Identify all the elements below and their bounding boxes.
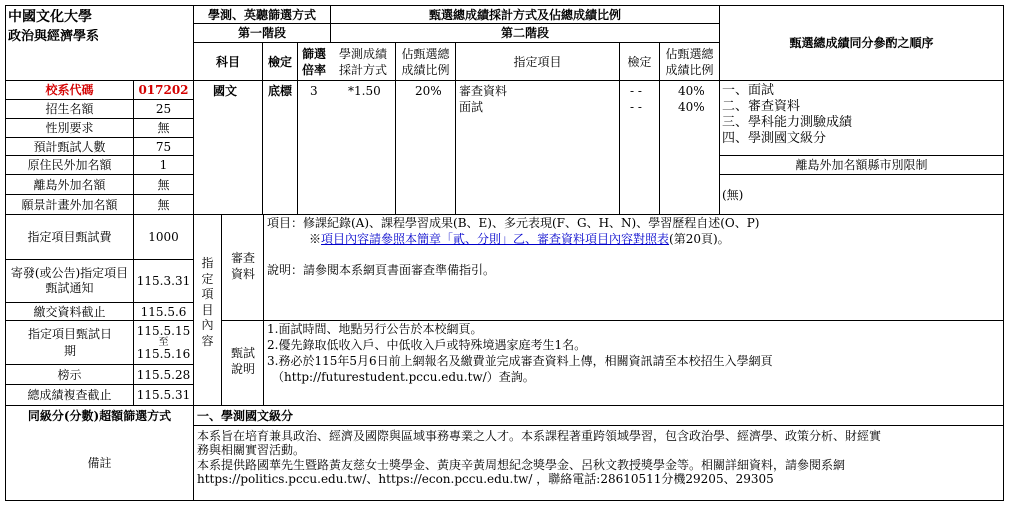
remarks-line: 本系旨在培育兼具政治、經濟及國際與區域事務專業之人才。本系課程著重跨領域學習，包含政治學、經濟學、政策分析、財經實 [197,429,882,443]
review-note: 說明：請參閱本系網頁書面審查準備指引。 [267,263,496,277]
dept-name: 政治與經濟學系 [8,29,100,44]
calc-method-header: 學測成績 採計方式 [338,46,387,77]
stage-method-header: 學測、英聽篩選方式 [207,7,316,22]
vision-value: 無 [157,197,170,212]
subject-ratio: 20% [415,84,442,98]
item-header: 指定項目 [513,54,562,69]
review-items: 項目：修課紀錄(A)、課程學習成果(B、E)、多元表現(F、G、H、N)、學習歷程自述(O、P) [267,216,760,230]
gender-label: 性別要求 [45,121,94,135]
indigenous-value: 1 [159,158,168,172]
remarks-line: https://politics.pccu.edu.tw/、https://econ.pccu.edu.tw/ ，聯絡電話:28610511分機29205、29305 [197,472,774,486]
indigenous-label: 原住民外加名額 [27,158,112,172]
content-label: 指定項目內容 [201,256,214,348]
quota-label: 招生名額 [45,102,94,116]
expected-label: 預計甄試人數 [33,139,106,154]
total-title-header: 甄選總成績採計方式及佔總成績比例 [428,7,621,22]
stage2-item: 面試 [459,100,484,114]
tie-order-item: 一、面試 [722,83,775,98]
stage2-ratio: 40% [678,84,705,98]
submit-deadline-value: 115.5.6 [140,304,187,319]
fee-label: 指定項目甄試費 [27,230,112,244]
tie-order-item: 二、審查資料 [722,99,801,114]
review-link-line [309,232,999,247]
stage2-check: - - [630,84,642,98]
check-header: 檢定 [267,54,292,69]
fee-value: 1000 [148,230,179,244]
exam-date-value: 115.5.15 至 115.5.16 [136,323,191,361]
exam-date-label: 指定項目甄試日期 [28,326,112,358]
review-link-suffix: (第20頁)。 [669,232,730,246]
tie-method-label: 同級分(分數)超額篩選方式 [27,408,172,423]
interview-line: （http://futurestudent.pccu.edu.tw/）查詢。 [272,370,535,384]
stage2-header: 第二階段 [500,26,549,40]
subject-calc: *1.50 [348,84,381,98]
subject-check: 底標 [268,84,293,98]
subject-value: 國文 [213,84,238,98]
stage1-header: 第一階段 [237,26,286,40]
dept-code-label: 校系代碼 [45,83,94,97]
interview-line: 1.面試時間、地點另行公告於本校網頁。 [267,322,483,336]
ratio2-header: 佔甄選總 成績比例 [665,46,714,77]
subject-multiple: 3 [310,84,318,98]
island-title: 離島外加名額縣市別限制 [795,158,928,172]
interview-label: 甄試說明 [230,346,255,376]
stage2-item: 審查資料 [459,84,508,98]
tie-order-item: 三、學科能力測驗成績 [722,115,853,130]
island-restriction: (無) [722,187,744,202]
review-label: 審查資料 [230,251,255,281]
expected-value: 75 [155,139,172,154]
stage2-check: - - [630,100,642,114]
quota-value: 25 [155,102,172,116]
result-value: 115.5.28 [136,367,191,382]
check2-header: 檢定 [627,54,652,69]
ratio-header: 佔甄選總 成績比例 [401,46,450,77]
remarks-line: 務與相關實習活動。 [197,443,306,457]
multiple-header: 篩選 倍率 [301,46,326,77]
submit-deadline-label: 繳交資料截止 [33,304,106,319]
remarks-line: 本系提供路國華先生暨路黃友慈女士獎學金、黃庚辛黃周想紀念獎學金、呂秋文教授獎學金等。相關詳細資料，請參閱系網 [197,458,846,472]
school-name: 中國文化大學 [8,9,92,25]
tie-order-item: 四、學測國文級分 [722,131,827,146]
interview-line: 3.務必於115年5月6日前上網報名及繳費並完成審查資料上傳，相關資訊請至本校招生入學網頁 [267,354,773,368]
review-deadline-value: 115.5.31 [136,388,191,402]
dept-code-value: 017202 [138,83,189,97]
notice-value: 115.3.31 [136,274,191,288]
stage2-ratio: 40% [678,100,705,114]
result-label: 榜示 [57,367,82,382]
island-label: 離島外加名額 [33,177,106,192]
tie-method-value: 一、學測國文級分 [197,408,294,423]
review-deadline-label: 總成績複查截止 [27,388,112,402]
gender-value: 無 [157,121,170,135]
island-value: 無 [157,177,170,192]
order-title-header: 甄選總成績同分參酌之順序 [789,36,934,50]
subject-header: 科目 [215,54,240,69]
remarks-label: 備註 [87,456,112,470]
review-link-prefix: ※ [309,232,322,246]
interview-line: 2.優先錄取低收入戶、中低收入戶或特殊境遇家庭考生1名。 [267,338,587,352]
review-link[interactable]: 項目內容請參照本簡章「貳、分則」乙、審查資料項目內容對照表 [321,232,670,246]
vision-label: 願景計畫外加名額 [21,197,118,212]
notice-label: 寄發(或公告)指定項目甄試通知 [10,266,129,295]
